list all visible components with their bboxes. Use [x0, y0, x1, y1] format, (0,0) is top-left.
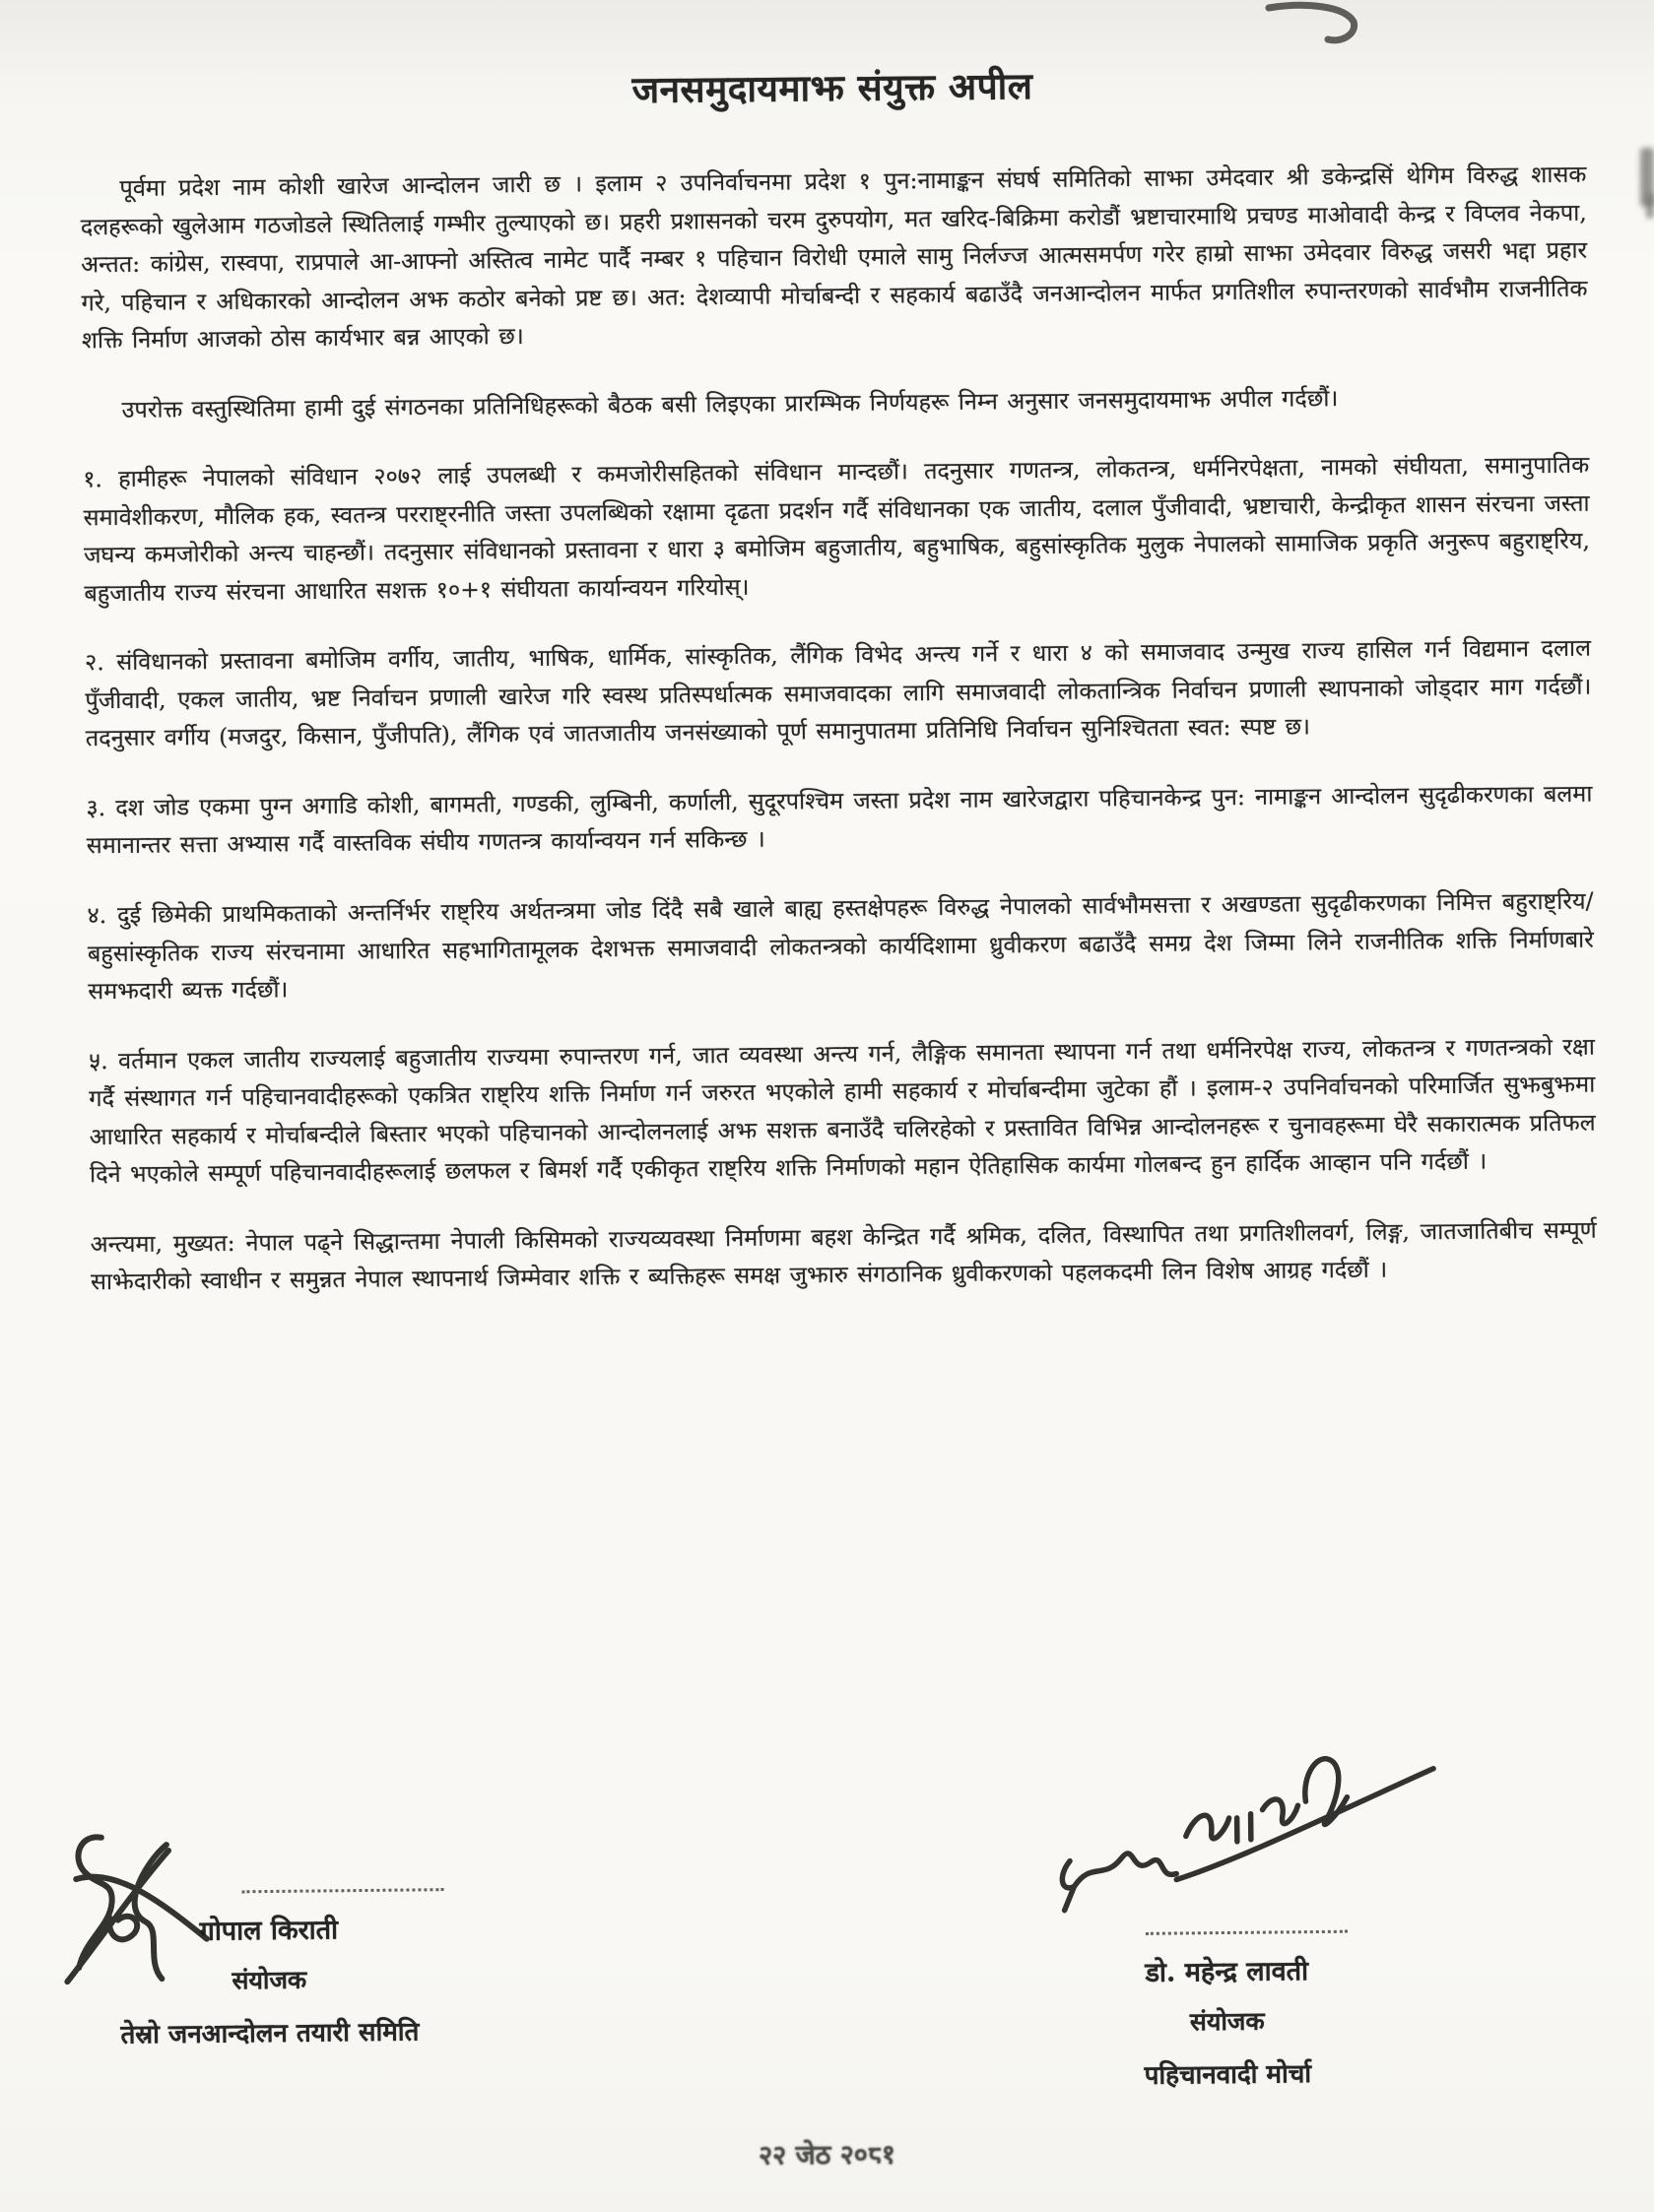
document-content — [79, 33, 1597, 1333]
intro-paragraph: पूर्वमा प्रदेश नाम कोशी खारेज आन्दोलन जारी छ । इलाम २ उपनिर्वाचनमा प्रदेश १ पुन:नामाङ्कन संघर्ष समितिको साझा उमेदवार श्री डकेन्द्रसिं थेगिम विरुद्ध शासक दलहरूको खुलेआम गठजोडले स्थितिलाई गम्भीर तुल्याएको छ। प्रहरी प्रशासनको चरम दुरुपयोग, मत खरिद-बिक्रिमा करोडौं भ्रष्टाचारमाथि प्रचण्ड माओवादी केन्द्र र विप्लव नेकपा, अन्तत: कांग्रेस, रास्वपा, राप्रपाले आ-आफ्नो अस्तित्व नामेट पार्दै नम्बर १ पहिचान विरोधी एमाले सामु निर्लज्ज आत्मसमर्पण गरेर हाम्रो साझा उमेदवार विरुद्ध जसरी भद्दा प्रहार गरे, पहिचान र अधिकारको आन्दोलन अझ कठोर बनेको प्रष्ट छ। अत: देशव्यापी मोर्चाबन्दी र सहकार्य बढाउँदै जनआन्दोलन मार्फत प्रगतिशील रुपान्तरणको सार्वभौम राजनीतिक शक्ति निर्माण आजको ठोस कार्यभार बन्न आएको छ। — [80, 160, 1588, 355]
signer-role-left: संयोजक — [232, 1965, 307, 1995]
signature-block-left — [56, 1838, 482, 2051]
signer-name-left: गोपाल किराती — [199, 1915, 339, 1947]
signer-organization-left: तेस्रो जनआन्दोलन तयारी समिति — [120, 2017, 420, 2050]
signature-dotted-line-right — [1145, 1929, 1347, 1935]
signature-dotted-line-left — [241, 1887, 443, 1893]
signer-organization-right: पहिचानवादी मोर्चा — [1144, 2059, 1312, 2091]
signer-name-right: डो. महेन्द्र लावती — [1145, 1956, 1309, 1988]
appeal-point-1: १. हामीहरू नेपालको संविधान २०७२ लाई उपलब्धी र कमजोरीसहितको संविधान मान्दछौं। तदनुसार गणतन्त्र, लोकतन्त्र, धर्मनिरपेक्षता, नामको संघीयता, समानुपातिक समावेशीकरण, मौलिक हक, स्वतन्त्र परराष्ट्रनीति जस्ता उपलब्धिको रक्षामा दृढता प्रदर्शन गर्दै संविधानका एक जातीय, दलाल पुँजीवादी, भ्रष्टाचारी, केन्द्रीकृत शासन संरचना जस्ता जघन्य कमजोरीको अन्त्य चाहन्छौं। तदनुसार संविधानको प्रस्तावना र धारा ३ बमोजिम बहुजातीय, बहुभाषिक, बहुसांस्कृतिक मुलुक नेपालको सामाजिक प्रकृति अनुरूप बहुराष्ट्रिय, बहुजातीय राज्य संरचना आधारित सशक्त १०+१ संघीयता कार्यान्वयन गरियोस्। — [83, 450, 1591, 608]
handwritten-signature-left — [50, 1822, 234, 2016]
closing-paragraph: अन्त्यमा, मुख्यत: नेपाल पढ्ने सिद्धान्तमा नेपाली किसिमको राज्यव्यवस्था निर्माणमा बहश केन्द्रित गर्दै श्रमिक, दलित, विस्थापित तथा प्रगतिशीलवर्ग, लिङ्ग, जातजातिबीच सम्पूर्ण साझेदारीको स्वाधीन र समुन्नत नेपाल स्थापनार्थ जिम्मेवार शक्ति र ब्यक्तिहरू समक्ष जुझारु संगठानिक ध्रुवीकरणको पहलकदमी लिन विशेष आग्रह गर्दछौं । — [90, 1215, 1597, 1296]
appeal-point-5: ५. वर्तमान एकल जातीय राज्यलाई बहुजातीय राज्यमा रुपान्तरण गर्न, जात व्यवस्था अन्त्य गर्न, लैङ्गिक समानता स्थापना गर्न तथा धर्मनिरपेक्ष राज्य, लोकतन्त्र र गणतन्त्रको रक्षा गर्दै संस्थागत गर्न पहिचानवादीहरूको एकत्रित राष्ट्रिय शक्ति निर्माण गर्न जरुरत भएकोले हामी सहकार्य र मोर्चाबन्दीमा जुटेका हौं । इलाम-२ उपनिर्वाचनको परिमार्जित सुझबुझमा आधारित सहकार्य र मोर्चाबन्दीले बिस्तार भएको पहिचानको आन्दोलनलाई अझ सशक्त बनाउँदै चलिरहेको र प्रस्तावित विभिन्न आन्दोलनहरू र चुनावहरूमा घेरै सकारात्मक प्रतिफल दिने भएकोले सम्पूर्ण पहिचानवादीहरूलाई छलफल र बिमर्श गर्दै एकीकृत राष्ट्रिय शक्ति निर्माणको महान ऐतिहासिक कार्यमा गोलबन्द हुन हार्दिक आव्हान पनि गर्दछौं । — [88, 1032, 1596, 1189]
document-date: २२ जेठ २०८१ — [759, 2139, 895, 2172]
appeal-point-4: ४. दुई छिमेकी प्राथमिकताको अन्तर्निर्भर राष्ट्रिय अर्थतन्त्रमा जोड दिंदै सबै खाले बाह्य हस्तक्षेपहरू विरुद्ध नेपालको सार्वभौमसत्ता र अखण्डता सुदृढीकरणका निमित्त बहुराष्ट्रिय/बहुसांस्कृतिक राज्य संरचनामा आधारित सहभागितामूलक देशभक्त समाजवादी लोकतन्त्रको कार्यदिशामा ध्रुवीकरण बढाउँदै समग्र देश जिम्मा लिने राजनीतिक शक्ति निर्माणबारे समझदारी ब्यक्त गर्दछौं। — [87, 886, 1594, 1006]
meeting-decision-paragraph: उपरोक्त वस्तुस्थितिमा हामी दुई संगठनका प्रतिनिधिहरूको बैठक बसी लिइएका प्रारम्भिक निर्णयहरू निम्न अनुसार जनसमुदायमाझ अपील गर्दछौं। — [121, 383, 1339, 423]
appeal-point-3: ३. दश जोड एकमा पुग्न अगाडि कोशी, बागमती, गण्डकी, लुम्बिनी, कर्णाली, सुदूरपश्चिम जस्ता प्रदेश नाम खारेजद्वारा पहिचानकेन्द्र पुन: नामाङ्कन आन्दोलन सुदृढीकरणका बलमा समानान्तर सत्ता अभ्यास गर्दै वास्तविक संघीय गणतन्त्र कार्यान्वयन गर्न सकिन्छ । — [86, 779, 1593, 860]
scan-smudge-right-mid — [1646, 193, 1654, 219]
page-title: जनसमुदायमाझ संयुक्त अपील — [631, 64, 1033, 111]
handwritten-signature-right — [1047, 1739, 1443, 1950]
signer-role-right: संयोजक — [1189, 2006, 1265, 2037]
signature-block-right — [988, 1801, 1464, 2093]
appeal-point-2: २. संविधानको प्रस्तावना बमोजिम वर्गीय, जातीय, भाषिक, धार्मिक, सांस्कृतिक, लैंगिक विभेद अन्त्य गर्ने र धारा ४ को समाजवाद उन्मुख राज्य हासिल गर्न विद्यमान दलाल पुँजीवादी, एकल जातीय, भ्रष्ट निर्वाचन प्रणाली खारेज गरि स्वस्थ प्रतिस्पर्धात्मक समाजवादका लागि समाजवादी लोकतान्त्रिक निर्वाचन प्रणाली स्थापनाको जोड्दार माग गर्दछौं। तदनुसार वर्गीय (मजदुर, किसान, पुँजीपति), लैंगिक एवं जातजातीय जनसंख्याको पूर्ण समानुपातमा प्रतिनिधि निर्वाचन सुनिश्चितता स्वत: स्पष्ट छ। — [84, 633, 1592, 752]
